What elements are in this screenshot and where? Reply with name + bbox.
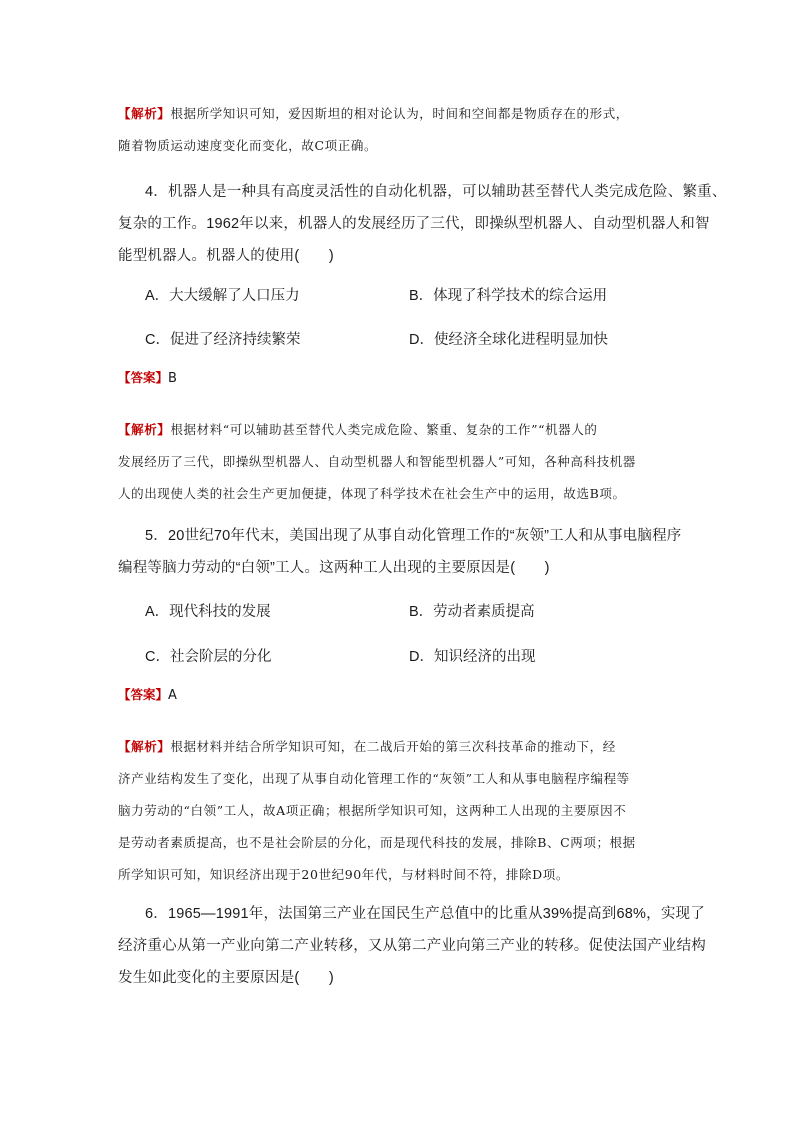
answer-line	[118, 368, 678, 386]
analysis-line: 济产业结构发生了变化，出现了从事自动化管理工作的“灰领”工人和从事电脑程序编程等	[118, 771, 630, 786]
question-line: 4．机器人是一种具有高度灵活性的自动化机器，可以辅助甚至替代人类完成危险、繁重、	[145, 184, 727, 200]
answer-value: B	[168, 371, 177, 386]
analysis-line: 是劳动者素质提高，也不是社会阶层的分化，而是现代科技的发展，排除B、C两项；根据	[118, 835, 636, 850]
answer-q4	[118, 368, 678, 386]
question-4-stem	[118, 176, 727, 272]
option-c: C．社会阶层的分化	[145, 649, 272, 665]
analysis-q4	[118, 414, 678, 510]
analysis-q5	[118, 731, 678, 891]
answer-value: A	[168, 688, 177, 703]
option-a: A．大大缓解了人口压力	[145, 288, 300, 304]
analysis-line: 脑力劳动的“白领”工人，故A项正确；根据所学知识可知，这两种工人出现的主要原因不	[118, 803, 627, 818]
question-line: 能型机器人。机器人的使用( )	[118, 248, 334, 264]
answer-line	[118, 685, 678, 703]
analysis-line: 人的出现使人类的社会生产更加便捷，体现了科学技术在社会生产中的运用，故选B项。	[118, 486, 626, 501]
option-a: A．现代科技的发展	[145, 604, 271, 620]
option-b: B．体现了科学技术的综合运用	[409, 288, 608, 304]
option-d: D．使经济全球化进程明显加快	[409, 332, 608, 348]
question-line: 复杂的工作。1962年以来，机器人的发展经历了三代，即操纵型机器人、自动型机器人和智	[118, 216, 710, 232]
analysis-tag: 【解析】	[118, 739, 171, 754]
analysis-block-prev	[118, 98, 678, 162]
analysis-line: 随着物质运动速度变化而变化，故C项正确。	[118, 138, 378, 153]
answer-q5	[118, 685, 678, 703]
question-line: 编程等脑力劳动的“白领”工人。这两种工人出现的主要原因是( )	[118, 560, 550, 576]
question-line: 6．1965—1991年，法国第三产业在国民生产总值中的比重从39%提高到68%，实现了	[145, 906, 705, 922]
analysis-tag: 【解析】	[118, 106, 171, 121]
option-b: B．劳动者素质提高	[409, 604, 535, 620]
analysis-line: 【解析】根据材料并结合所学知识可知，在二战后开始的第三次科技革命的推动下，经	[118, 739, 616, 754]
question-5-stem	[118, 520, 682, 584]
analysis-line: 发展经历了三代，即操纵型机器人、自动型机器人和智能型机器人”可知，各种高科技机器	[118, 454, 636, 469]
question-line: 经济重心从第一产业向第二产业转移，又从第二产业向第三产业的转移。促使法国产业结构	[118, 938, 706, 954]
question-line: 发生如此变化的主要原因是( )	[118, 970, 334, 986]
analysis-tag: 【解析】	[118, 422, 171, 437]
analysis-line: 所学知识可知，知识经济出现于20世纪90年代，与材料时间不符，排除D项。	[118, 867, 569, 882]
option-c: C．促进了经济持续繁荣	[145, 332, 301, 348]
answer-tag: 【答案】	[118, 370, 169, 385]
question-line: 5．20世纪70年代末，美国出现了从事自动化管理工作的“灰领”工人和从事电脑程序	[145, 528, 682, 544]
answer-tag: 【答案】	[118, 687, 169, 702]
analysis-line: 【解析】根据所学知识可知，爱因斯坦的相对论认为，时间和空间都是物质存在的形式，	[118, 106, 629, 121]
option-d: D．知识经济的出现	[409, 649, 536, 665]
question-6-stem	[118, 898, 706, 994]
analysis-line: 【解析】根据材料“可以辅助甚至替代人类完成危险、繁重、复杂的工作”“机器人的	[118, 422, 598, 437]
